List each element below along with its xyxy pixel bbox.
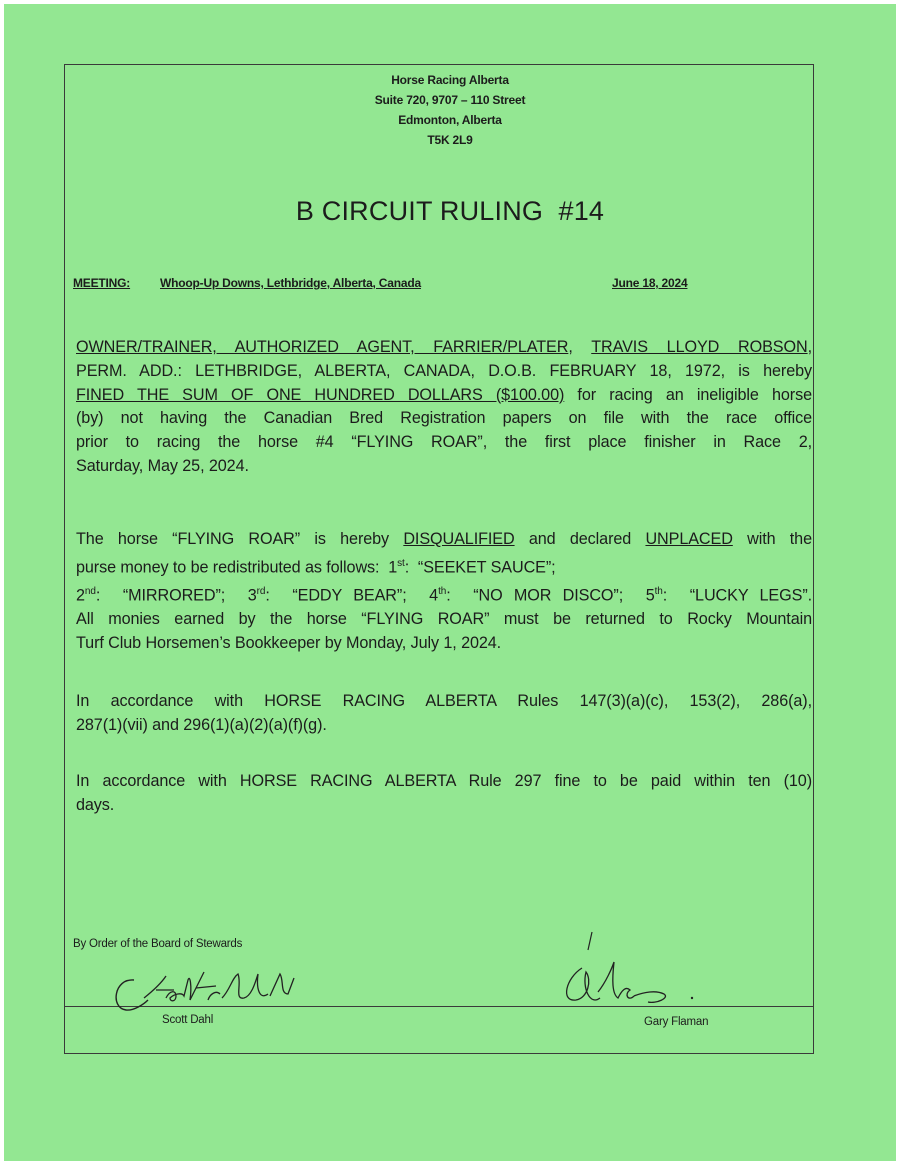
postal-code: T5K 2L9 xyxy=(427,133,473,147)
payment-paragraph xyxy=(76,770,812,818)
steward1-name: Scott Dahl xyxy=(162,1014,214,1026)
letterhead xyxy=(4,70,896,150)
p1-line5: prior to racing the horse #4 “FLYING ROAR”, the first place finisher in Race 2, xyxy=(76,433,812,452)
steward2-name: Gary Flaman xyxy=(644,1016,709,1028)
p3-line1: In accordance with HORSE RACING ALBERTA Rules 147(3)(a)(c), 153(2), 286(a), xyxy=(76,692,812,710)
licensee-role: OWNER/TRAINER, AUTHORIZED AGENT, FARRIER/PLATER xyxy=(76,338,569,356)
meeting-date: June 18, 2024 xyxy=(612,276,688,290)
rules-paragraph xyxy=(76,690,812,738)
meeting-venue: Whoop-Up Downs, Lethbridge, Alberta, Canada xyxy=(160,276,421,290)
p1-line6: Saturday, May 25, 2024. xyxy=(76,456,249,475)
p3-line2: 287(1)(vii) and 296(1)(a)(2)(a)(f)(g). xyxy=(76,715,327,734)
p1-line2: PERM. ADD.: LETHBRIDGE, ALBERTA, CANADA, D.O.B. FEBRUARY 18, 1972, is hereby xyxy=(76,361,812,380)
scott-dahl-signature xyxy=(104,960,314,1020)
gary-flaman-signature xyxy=(552,928,712,1018)
fine-amount: FINED THE SUM OF ONE HUNDRED DOLLARS ($100.00) xyxy=(76,385,565,404)
p4-line2: days. xyxy=(76,795,115,814)
licensee-name: TRAVIS LLOYD ROBSON xyxy=(591,338,808,356)
unplaced-text: UNPLACED xyxy=(645,530,733,548)
fine-paragraph xyxy=(76,336,812,479)
p2-line3: 2nd: “MIRRORED”; 3rd: “EDDY BEAR”; 4th: “NO MOR DISCO”; 5th: “LUCKY LEGS”. xyxy=(76,585,813,605)
p1-line4: (by) not having the Canadian Bred Registration papers on file with the race office xyxy=(76,409,812,428)
org-name: Horse Racing Alberta xyxy=(391,73,509,87)
p1-line3: FINED THE SUM OF ONE HUNDRED DOLLARS ($100.00) for racing an ineligible horse xyxy=(76,385,812,404)
disqualified-text: DISQUALIFIED xyxy=(403,530,515,548)
board-order-text: By Order of the Board of Stewards xyxy=(73,938,243,950)
ruling-title: B CIRCUIT RULING #14 xyxy=(295,196,605,226)
city: Edmonton, Alberta xyxy=(398,113,502,127)
p2-line4: All monies earned by the horse “FLYING ROAR” must be returned to Rocky Mountain xyxy=(76,610,812,629)
p2-line2: purse money to be redistributed as follows: 1st: “SEEKET SAUCE”; xyxy=(76,557,556,577)
street-address: Suite 720, 9707 – 110 Street xyxy=(374,93,526,107)
p2-line5: Turf Club Horsemen’s Bookkeeper by Monday, July 1, 2024. xyxy=(76,633,502,652)
p2-line1: The horse “FLYING ROAR” is hereby DISQUALIFIED and declared UNPLACED with the xyxy=(76,530,812,548)
p4-line1: In accordance with HORSE RACING ALBERTA Rule 297 fine to be paid within ten (10) xyxy=(76,772,812,790)
disqualification-paragraph xyxy=(76,528,812,656)
p1-line1: OWNER/TRAINER, AUTHORIZED AGENT, FARRIER/PLATER, TRAVIS LLOYD ROBSON, xyxy=(76,338,812,356)
ruling-document xyxy=(4,4,896,1161)
meeting-label: MEETING: xyxy=(73,276,131,290)
